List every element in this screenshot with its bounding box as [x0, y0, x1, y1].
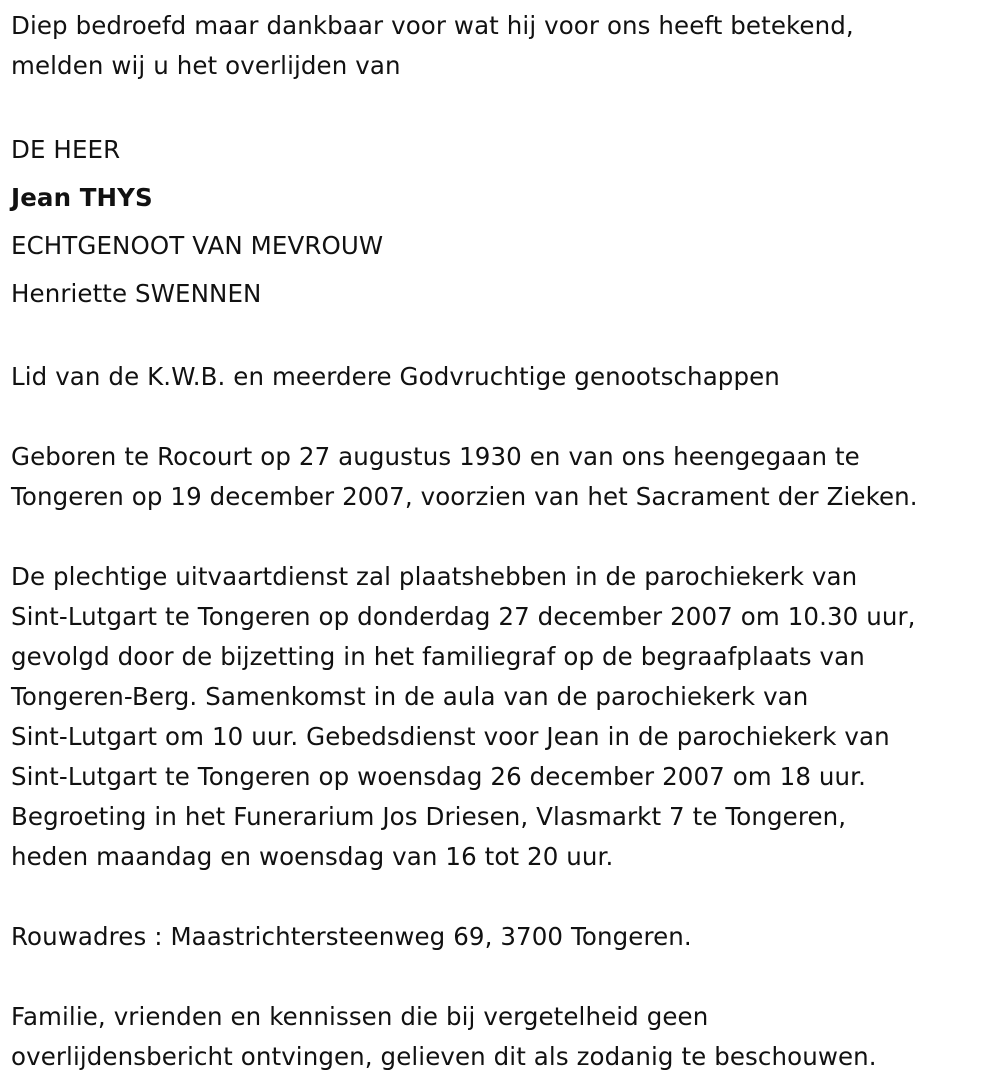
- birth-death-paragraph: [11, 437, 991, 517]
- funeral-line: Begroeting in het Funerarium Jos Driesen, Vlasmarkt 7 te Tongeren,: [11, 802, 847, 831]
- paragraph-spacer: [11, 517, 991, 557]
- closing-line: overlijdensbericht ontvingen, gelieven dit als zodanig te beschouwen.: [11, 1042, 877, 1071]
- deceased-name: Jean THYS: [11, 183, 153, 212]
- birth-death-line: Geboren te Rocourt op 27 augustus 1930 en van ons heengegaan te: [11, 442, 860, 471]
- deceased-block: [11, 126, 991, 318]
- relation-label: ECHTGENOOT VAN MEVROUW: [11, 231, 384, 260]
- membership-paragraph: [11, 357, 991, 397]
- obituary-notice: [11, 6, 991, 1077]
- funeral-line: heden maandag en woensdag van 16 tot 20 uur.: [11, 842, 614, 871]
- intro-paragraph: [11, 6, 991, 86]
- funeral-line: gevolgd door de bijzetting in het familiegraf op de begraafplaats van: [11, 642, 865, 671]
- funeral-line: Tongeren-Berg. Samenkomst in de aula van de parochiekerk van: [11, 682, 809, 711]
- birth-death-line: Tongeren op 19 december 2007, voorzien van het Sacrament der Zieken.: [11, 482, 918, 511]
- paragraph-spacer: [11, 397, 991, 437]
- funeral-line: De plechtige uitvaartdienst zal plaatshebben in de parochiekerk van: [11, 562, 858, 591]
- funeral-paragraph: [11, 557, 991, 877]
- intro-line: Diep bedroefd maar dankbaar voor wat hij voor ons heeft betekend,: [11, 11, 854, 40]
- mourning-address: Rouwadres : Maastrichtersteenweg 69, 3700 Tongeren.: [11, 922, 692, 951]
- paragraph-spacer: [11, 877, 991, 917]
- paragraph-spacer: [11, 957, 991, 997]
- funeral-line: Sint-Lutgart te Tongeren op woensdag 26 december 2007 om 18 uur.: [11, 762, 866, 791]
- paragraph-spacer: [11, 86, 991, 126]
- membership-line: Lid van de K.W.B. en meerdere Godvruchtige genootschappen: [11, 362, 780, 391]
- closing-paragraph: [11, 997, 991, 1077]
- intro-line: melden wij u het overlijden van: [11, 51, 401, 80]
- spouse-name: Henriette SWENNEN: [11, 279, 262, 308]
- paragraph-spacer: [11, 318, 991, 357]
- address-paragraph: [11, 917, 991, 957]
- funeral-line: Sint-Lutgart om 10 uur. Gebedsdienst voor Jean in de parochiekerk van: [11, 722, 890, 751]
- closing-line: Familie, vrienden en kennissen die bij vergetelheid geen: [11, 1002, 709, 1031]
- honorific: DE HEER: [11, 135, 121, 164]
- funeral-line: Sint-Lutgart te Tongeren op donderdag 27 december 2007 om 10.30 uur,: [11, 602, 916, 631]
